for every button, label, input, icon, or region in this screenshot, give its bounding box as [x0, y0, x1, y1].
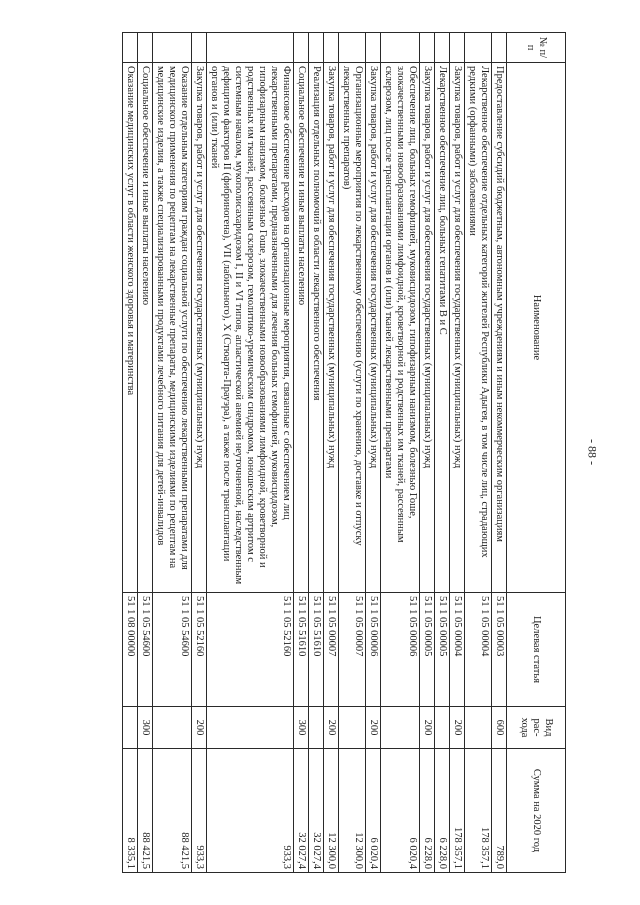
- row-sum: 32 027,4: [294, 749, 309, 873]
- table-row: [492, 33, 507, 873]
- row-name: Закупка товаров, работ и услуг для обеспечения государственных (муниципальных) нужд: [324, 63, 339, 593]
- row-name: Закупка товаров, работ и услуг для обеспечения государственных (муниципальных) нужд: [450, 63, 465, 593]
- row-vid: 600: [492, 707, 507, 749]
- row-sum: 933,3: [207, 749, 294, 873]
- row-vid: 200: [324, 707, 339, 749]
- row-sum: 6 020,4: [366, 749, 381, 873]
- row-no: [138, 33, 153, 63]
- row-sum: 6 020,4: [381, 749, 420, 873]
- row-vid: [435, 707, 450, 749]
- row-vid: [339, 707, 366, 749]
- row-name: Организационные мероприятия по лекарственному обеспечению (услуги по хранению, доставке и отпуску лекарственных препаратов): [339, 63, 366, 593]
- table-row: [309, 33, 324, 873]
- row-vid: 200: [420, 707, 435, 749]
- row-name: Закупка товаров, работ и услуг для обеспечения государственных (муниципальных) нужд: [366, 63, 381, 593]
- row-code: 51 1 05 54600: [138, 593, 153, 707]
- row-name: Социальное обеспечение и иные выплаты населению: [138, 63, 153, 593]
- row-code: 51 1 05 00005: [435, 593, 450, 707]
- row-name: Финансовое обеспечение расходов на организационные мероприятия, связанные с обеспечением лиц лекарственными препаратами, предназначенными для лечения больных гемофилией, муковисцидозом, гипофизарным нанизмом, болезнью Гоше, злокачественными новообразованиями лимфоидной, кроветворной и родственных им тканей, рассеянным склерозом, гемолитико-уремическим синдромом, юношеским артритом с системным началом, мукополисахаридозом I, II и VI типов, апластической анемией неуточненной, наследственным дефицитом факторов II (фибриногена), VII (лабильного), X (Стюарта-Прауэра), а также после трансплантации органов и (или) тканей: [207, 63, 294, 593]
- row-name: Реализация отдельных полномочий в области лекарственного обеспечения: [309, 63, 324, 593]
- row-no: [450, 33, 465, 63]
- row-code: 51 1 05 00004: [465, 593, 492, 707]
- row-name: Обеспечение лиц, больных гемофилией, муковисцидозом, гипофизарным нанизмом, болезнью Гоше, злокачественными новообразованиями лимфоидной, кроветворной и родственных им тканей, рассеянным склерозом, лиц после трансплантации органов и (или) тканей лекарственными препаратами: [381, 63, 420, 593]
- row-code: 51 1 05 00007: [339, 593, 366, 707]
- row-name: Закупка товаров, работ и услуг для обеспечения государственных (муниципальных) нужд: [420, 63, 435, 593]
- row-code: 51 1 05 51610: [294, 593, 309, 707]
- table-row: [339, 33, 366, 873]
- table-row: [366, 33, 381, 873]
- row-no: [192, 33, 207, 63]
- row-vid: 200: [366, 707, 381, 749]
- row-sum: 178 357,1: [465, 749, 492, 873]
- row-no: [324, 33, 339, 63]
- row-vid: [309, 707, 324, 749]
- header-vid: Вид рас-хода: [507, 707, 566, 749]
- row-name: Лекарственное обеспечение лиц, больных гепатитами В и С: [435, 63, 450, 593]
- row-code: 51 1 05 00006: [381, 593, 420, 707]
- table-row: [420, 33, 435, 873]
- table-row: [450, 33, 465, 873]
- row-name: Оказание отдельным категориям граждан социальной услуги по обеспечению лекарственными препаратами для медицинского применения по рецептам на лекарственные препараты, медицинскими изделиями по рецептам на медицинские изделия, а также специализированными продуктами лечебного питания для детей-инвалидов: [153, 63, 192, 593]
- row-code: 51 1 05 00004: [450, 593, 465, 707]
- row-vid: [123, 707, 138, 749]
- page-number: - 88 -: [585, 439, 600, 465]
- table-row: [138, 33, 153, 873]
- row-no: [465, 33, 492, 63]
- row-no: [294, 33, 309, 63]
- row-sum: 6 228,0: [435, 749, 450, 873]
- row-no: [339, 33, 366, 63]
- row-sum: 789,0: [492, 749, 507, 873]
- row-no: [381, 33, 420, 63]
- table-row: [435, 33, 450, 873]
- row-name: Предоставление субсидий бюджетным, автономным учреждениям и иным некоммерческим организациям: [492, 63, 507, 593]
- row-no: [123, 33, 138, 63]
- row-code: 51 1 05 00006: [366, 593, 381, 707]
- row-no: [435, 33, 450, 63]
- row-code: 51 1 08 00000: [123, 593, 138, 707]
- row-code: 51 1 05 00007: [324, 593, 339, 707]
- row-no: [492, 33, 507, 63]
- row-code: 51 1 05 52160: [192, 593, 207, 707]
- table-row: [465, 33, 492, 873]
- table-row: [294, 33, 309, 873]
- row-no: [207, 33, 294, 63]
- row-vid: 200: [192, 707, 207, 749]
- row-name: Социальное обеспечение и иные выплаты населению: [294, 63, 309, 593]
- table-row: [192, 33, 207, 873]
- row-no: [153, 33, 192, 63]
- row-name: Оказание медицинских услуг в области женского здоровья и материнства: [123, 63, 138, 593]
- row-no: [366, 33, 381, 63]
- row-sum: 32 027,4: [309, 749, 324, 873]
- row-vid: 300: [138, 707, 153, 749]
- row-name: Закупка товаров, работ и услуг для обеспечения государственных (муниципальных) нужд: [192, 63, 207, 593]
- row-code: 51 1 05 52160: [207, 593, 294, 707]
- header-no: № п/п: [507, 33, 566, 63]
- row-code: 51 1 05 00005: [420, 593, 435, 707]
- table-row: [153, 33, 192, 873]
- row-sum: 933,3: [192, 749, 207, 873]
- row-name: Лекарственное обеспечение отдельных категорий жителей Республики Адыгея, в том числе лиц, страдающих редкими (орфанными) заболеваниями: [465, 63, 492, 593]
- row-sum: 88 421,5: [138, 749, 153, 873]
- row-vid: [381, 707, 420, 749]
- header-code: Целевая статья: [507, 593, 566, 707]
- row-code: 51 1 05 54600: [153, 593, 192, 707]
- table-row: [324, 33, 339, 873]
- budget-table: [122, 32, 566, 873]
- row-sum: 6 228,0: [420, 749, 435, 873]
- row-sum: 12 300,0: [324, 749, 339, 873]
- table-row: [123, 33, 138, 873]
- header-name: Наименование: [507, 63, 566, 593]
- row-sum: 88 421,5: [153, 749, 192, 873]
- row-vid: 300: [294, 707, 309, 749]
- row-no: [309, 33, 324, 63]
- header-sum: Сумма на 2020 год: [507, 749, 566, 873]
- row-sum: 178 357,1: [450, 749, 465, 873]
- row-vid: 200: [450, 707, 465, 749]
- row-sum: 8 335,1: [123, 749, 138, 873]
- table-header-row: [507, 33, 566, 873]
- row-code: 51 1 05 51610: [309, 593, 324, 707]
- row-sum: 12 300,0: [339, 749, 366, 873]
- row-no: [420, 33, 435, 63]
- rotated-sheet: [18, 32, 566, 872]
- row-vid: [465, 707, 492, 749]
- row-vid: [153, 707, 192, 749]
- row-vid: [207, 707, 294, 749]
- table-row: [207, 33, 294, 873]
- table-row: [381, 33, 420, 873]
- row-code: 51 1 05 00003: [492, 593, 507, 707]
